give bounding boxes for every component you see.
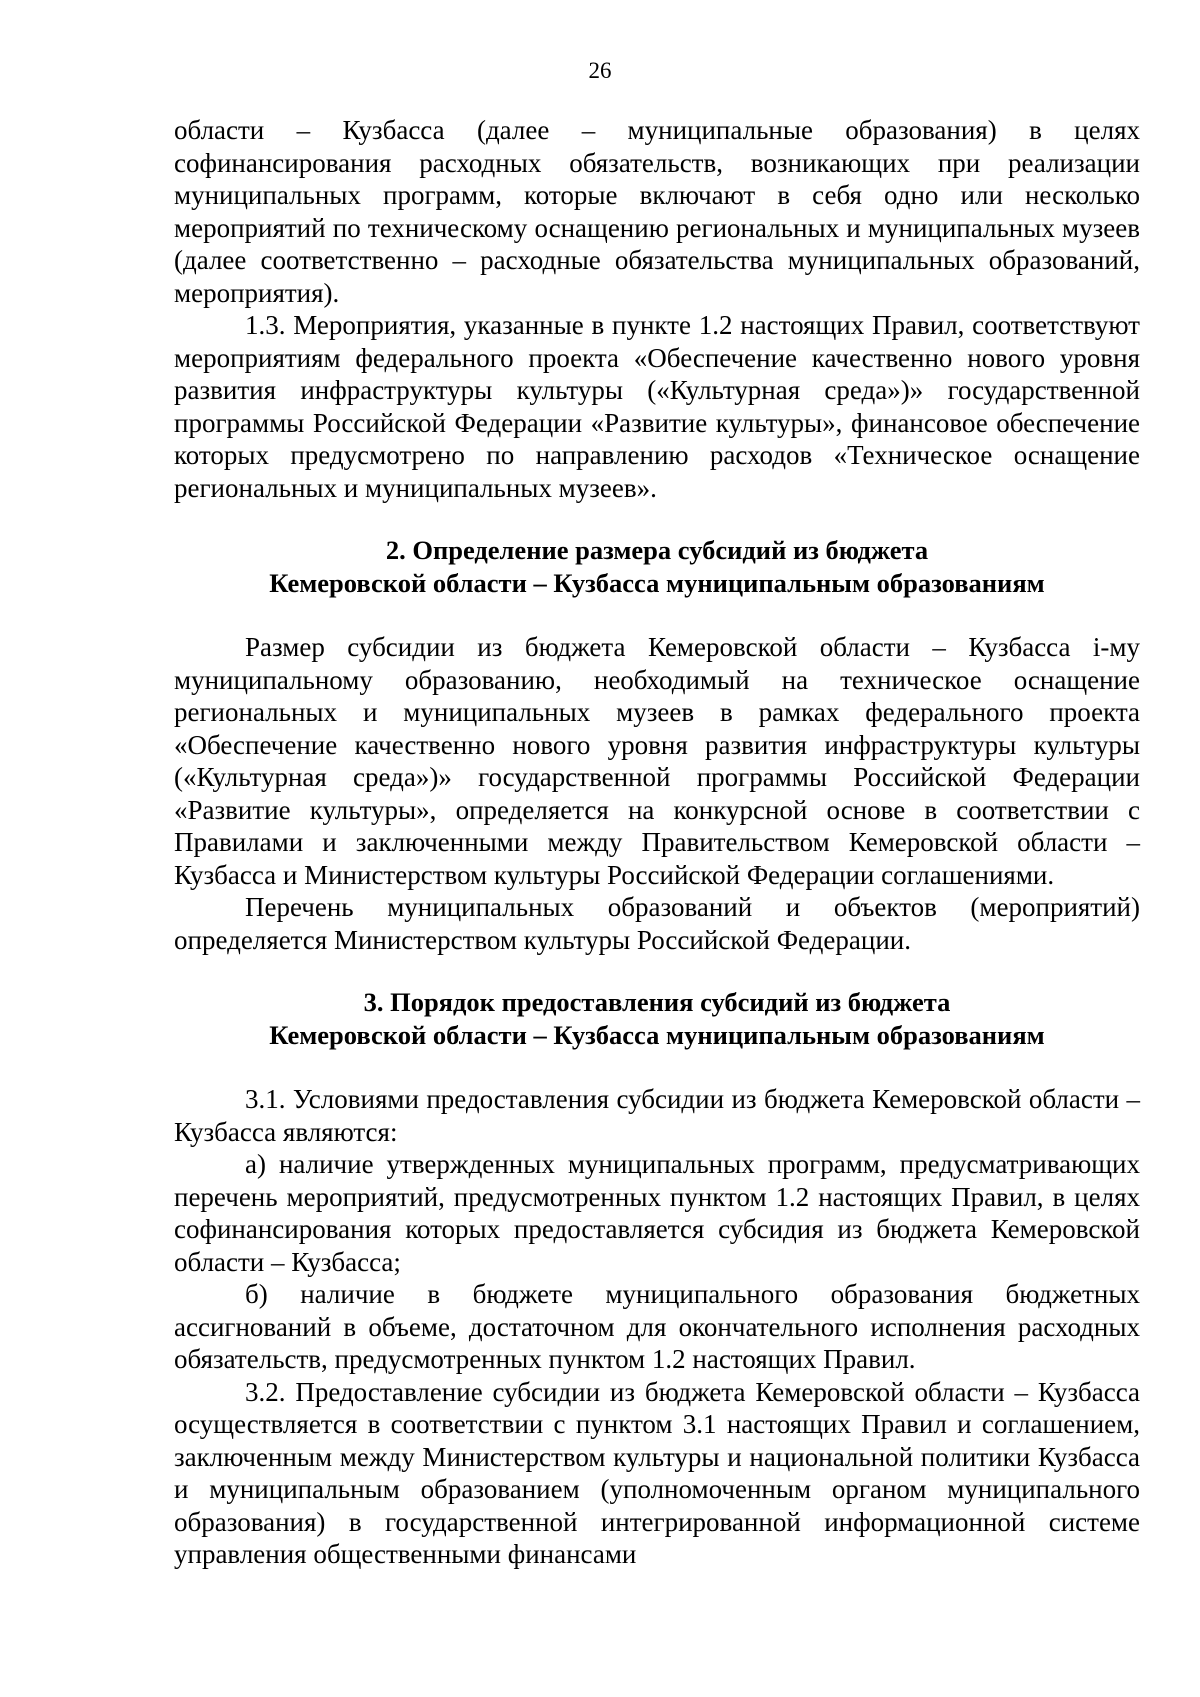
paragraph-3-2: 3.2. Предоставление субсидии из бюджета Кемеровской области – Кузбасса осуществляется в соответствии с пунктом 3.1 настоящих Правил и соглашением, заключенным между Министерством культуры и национальной политики Кузбасса и муниципальным образованием (уполномоченным органом муниципального образования) в государственной интегрированной информационной системе управления общественными финансами (174, 1376, 1140, 1569)
section-2-body (174, 631, 1140, 956)
section-3-body (174, 1083, 1140, 1571)
page-number: 26 (588, 58, 612, 83)
paragraph-subsidy-size: Размер субсидии из бюджета Кемеровской области – Кузбасса i-му муниципальному образованию, необходимый на техническое оснащение региональных и муниципальных музеев в рамках федерального проекта «Обеспечение качественно нового уровня развития инфраструктуры культуры («Культурная среда»)» государственной программы Российской Федерации «Развитие культуры», определяется на конкурсной основе в соответствии с Правилами и заключенными между Правительством Кемеровской области – Кузбасса и Министерством культуры Российской Федерации соглашениями. (174, 632, 1140, 890)
section-2-title-line-2: Кемеровской области – Кузбасса муниципальным образованиям (269, 567, 1045, 598)
paragraph-intro-continuation: области – Кузбасса (далее – муниципальные образования) в целях софинансирования расходных обязательств, возникающих при реализации муниципальных программ, которые включают в себя одно или несколько мероприятий по техническому оснащению региональных и муниципальных музеев (далее соответственно – расходные обязательства муниципальных образований, мероприятия). (174, 115, 1140, 308)
paragraph-1-3: 1.3. Мероприятия, указанные в пункте 1.2 настоящих Правил, соответствуют мероприятиям федерального проекта «Обеспечение качественно нового уровня развития инфраструктуры культуры («Культурная среда»)» государственной программы Российской Федерации «Развитие культуры», финансовое обеспечение которых предусмотрено по направлению расходов «Техническое оснащение региональных и муниципальных музеев». (174, 310, 1140, 503)
section-2-title-line-1: 2. Определение размера субсидий из бюджета (385, 535, 929, 565)
section-3-title-line-1: 3. Порядок предоставления субсидий из бюджета (363, 987, 951, 1017)
document-body (174, 114, 1140, 1571)
paragraph-3-1: 3.1. Условиями предоставления субсидии из бюджета Кемеровской области – Кузбасса являются: (174, 1084, 1140, 1147)
paragraph-municipalities-list: Перечень муниципальных образований и объектов (мероприятий) определяется Министерством культуры Российской Федерации. (174, 892, 1140, 955)
paragraph-3-1-b: б) наличие в бюджете муниципального образования бюджетных ассигнований в объеме, достаточном для окончательного исполнения расходных обязательств, предусмотренных пунктом 1.2 настоящих Правил. (174, 1279, 1140, 1374)
section-3-heading (174, 986, 1140, 1051)
section-2-heading (174, 534, 1140, 599)
paragraph-3-1-a: а) наличие утвержденных муниципальных программ, предусматривающих перечень мероприятий, предусмотренных пунктом 1.2 настоящих Правил, в целях софинансирования которых предоставляется субсидия из бюджета Кемеровской области – Кузбасса; (174, 1149, 1140, 1277)
section-3-title-line-2: Кемеровской области – Кузбасса муниципальным образованиям (269, 1019, 1045, 1050)
